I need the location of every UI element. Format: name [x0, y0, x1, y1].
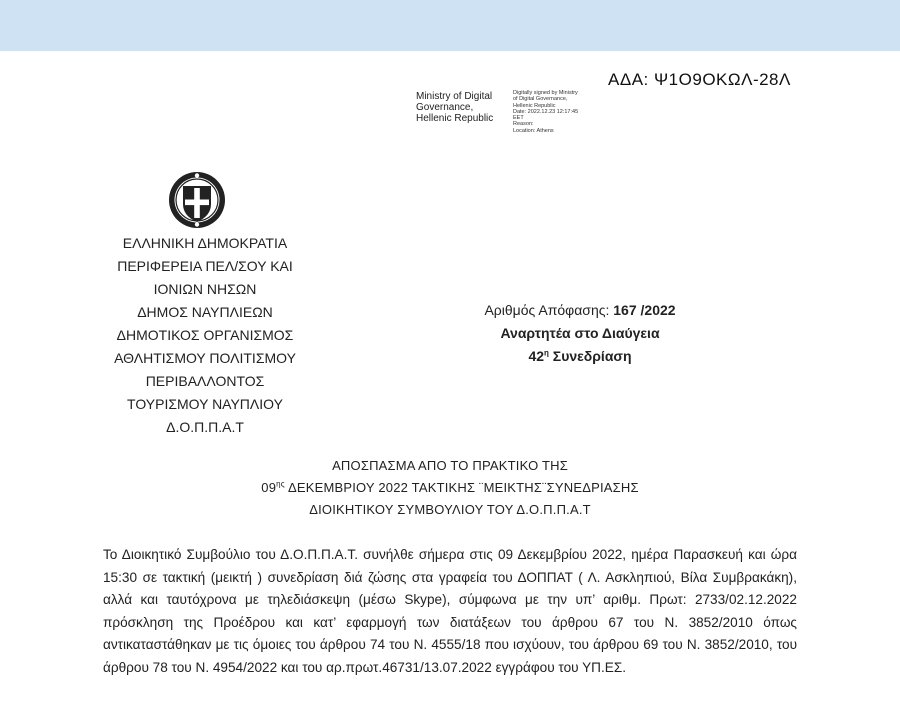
decision-posting: Αναρτητέα στο Διαύγεια [500, 325, 660, 341]
excerpt-date-suffix: ης [276, 479, 285, 489]
organization-line: ΑΘΛΗΤΙΣΜΟΥ ΠΟΛΙΤΙΣΜΟΥ [114, 350, 296, 366]
session-number-suffix: η [544, 348, 549, 358]
signature-signer-line: Governance, [416, 102, 474, 113]
decision-session [440, 345, 720, 368]
decision-block [440, 299, 720, 368]
decision-number [440, 299, 720, 322]
excerpt-line: ΑΠΟΣΠΑΣΜΑ ΑΠΟ ΤΟ ΠΡΑΚΤΙΚΟ ΤΗΣ [332, 458, 568, 473]
ada-code: ΑΔΑ: Ψ1Ο9ΟΚΩΛ-28Λ [608, 70, 791, 89]
organization-line: ΠΕΡΙΦΕΡΕΙΑ ΠΕΛ/ΣΟΥ ΚΑΙ [117, 258, 293, 274]
signature-detail-line: Reason: [513, 121, 534, 128]
signature-detail-line: EET [513, 115, 524, 122]
organization-line: ΔΗΜΟΤΙΚΟΣ ΟΡΓΑΝΙΣΜΟΣ [116, 327, 294, 343]
excerpt-line: ΔΙΟΙΚΗΤΙΚΟΥ ΣΥΜΒΟΥΛΙΟΥ ΤΟΥ Δ.Ο.Π.Π.Α.Τ [309, 502, 591, 517]
signature-detail-line: of Digital Governance, [513, 96, 568, 103]
organization-block [85, 232, 325, 439]
organization-line: ΕΛΛΗΝΙΚΗ ΔΗΜΟΚΡΑΤΙΑ [122, 235, 288, 251]
excerpt-heading [190, 455, 710, 521]
top-bar [0, 0, 900, 51]
session-label: Συνεδρίαση [548, 348, 632, 364]
greek-coat-of-arms-icon [167, 170, 227, 230]
session-number: 42 [528, 348, 545, 364]
organization-line: ΔΗΜΟΣ ΝΑΥΠΛΙΕΩΝ [137, 304, 273, 320]
signature-details [513, 90, 578, 134]
signature-detail-line: Location: Athens [513, 127, 554, 134]
signature-signer-line: Hellenic Republic [416, 113, 494, 124]
signature-detail-line: Hellenic Republic [513, 102, 556, 109]
body-paragraph: Το Διοικητικό Συμβούλιο του Δ.Ο.Π.Π.Α.Τ. συνήλθε σήμερα στις 09 Δεκεμβρίου 2022, ημέρα Παρασκευή και ώρα 15:30 σε τακτική (μεικτή ) συνεδρίαση διά ζώσης στα γραφεία του ΔΟΠΠΑΤ ( Λ. Ασκληπιού, Βίλα Συμβρακάκη), αλλά και ταυτόχρονα με τηλεδιάσκεψη (μέσω Skype), σύμφωνα με την υπ’ αριθμ. Πρωτ: 2733/02.12.2022 πρόσκληση της Προέδρου και κατ’ εφαρμογή των διατάξεων του άρθρου 67 του Ν. 3852/2010 όπως αντικαταστάθηκαν με τις όμοιες του άρθρου 74 του Ν. 4555/18 που ισχύουν, του άρθρου 69 του Ν. 3852/2010, του άρθρου 78 του Ν. 4954/2022 και του αρ.πρωτ.46731/13.07.2022 εγγράφου του ΥΠ.ΕΣ. [103, 547, 797, 675]
organization-line: ΠΕΡΙΒΑΛΛΟΝΤΟΣ [145, 373, 265, 389]
signature-signer-line: Ministry of Digital [416, 91, 493, 102]
organization-line: Δ.Ο.Π.Π.Α.Τ [166, 419, 244, 435]
signature-detail-line: Digitally signed by Ministry [513, 90, 578, 96]
organization-line: ΤΟΥΡΙΣΜΟΥ ΝΑΥΠΛΙΟΥ [127, 396, 283, 412]
excerpt-line: $09^{\eta\varsigma}$ ΔΕΚΕΜΒΡΙΟΥ 2022 ΤΑΚΤΙΚΗΣ ¨ΜΕΙΚΤΗΣ¨ΣΥΝΕΔΡΙΑΣΗΣ [261, 479, 639, 495]
signature-detail-line: Date: 2022.12.23 12:17:45 [513, 108, 579, 115]
signature-signer [416, 91, 493, 124]
decision-number-value: 167 /2022 [613, 302, 676, 318]
decision-number-label: Αριθμός Απόφασης: [484, 302, 614, 318]
organization-line: ΙΟΝΙΩΝ ΝΗΣΩΝ [153, 281, 257, 297]
